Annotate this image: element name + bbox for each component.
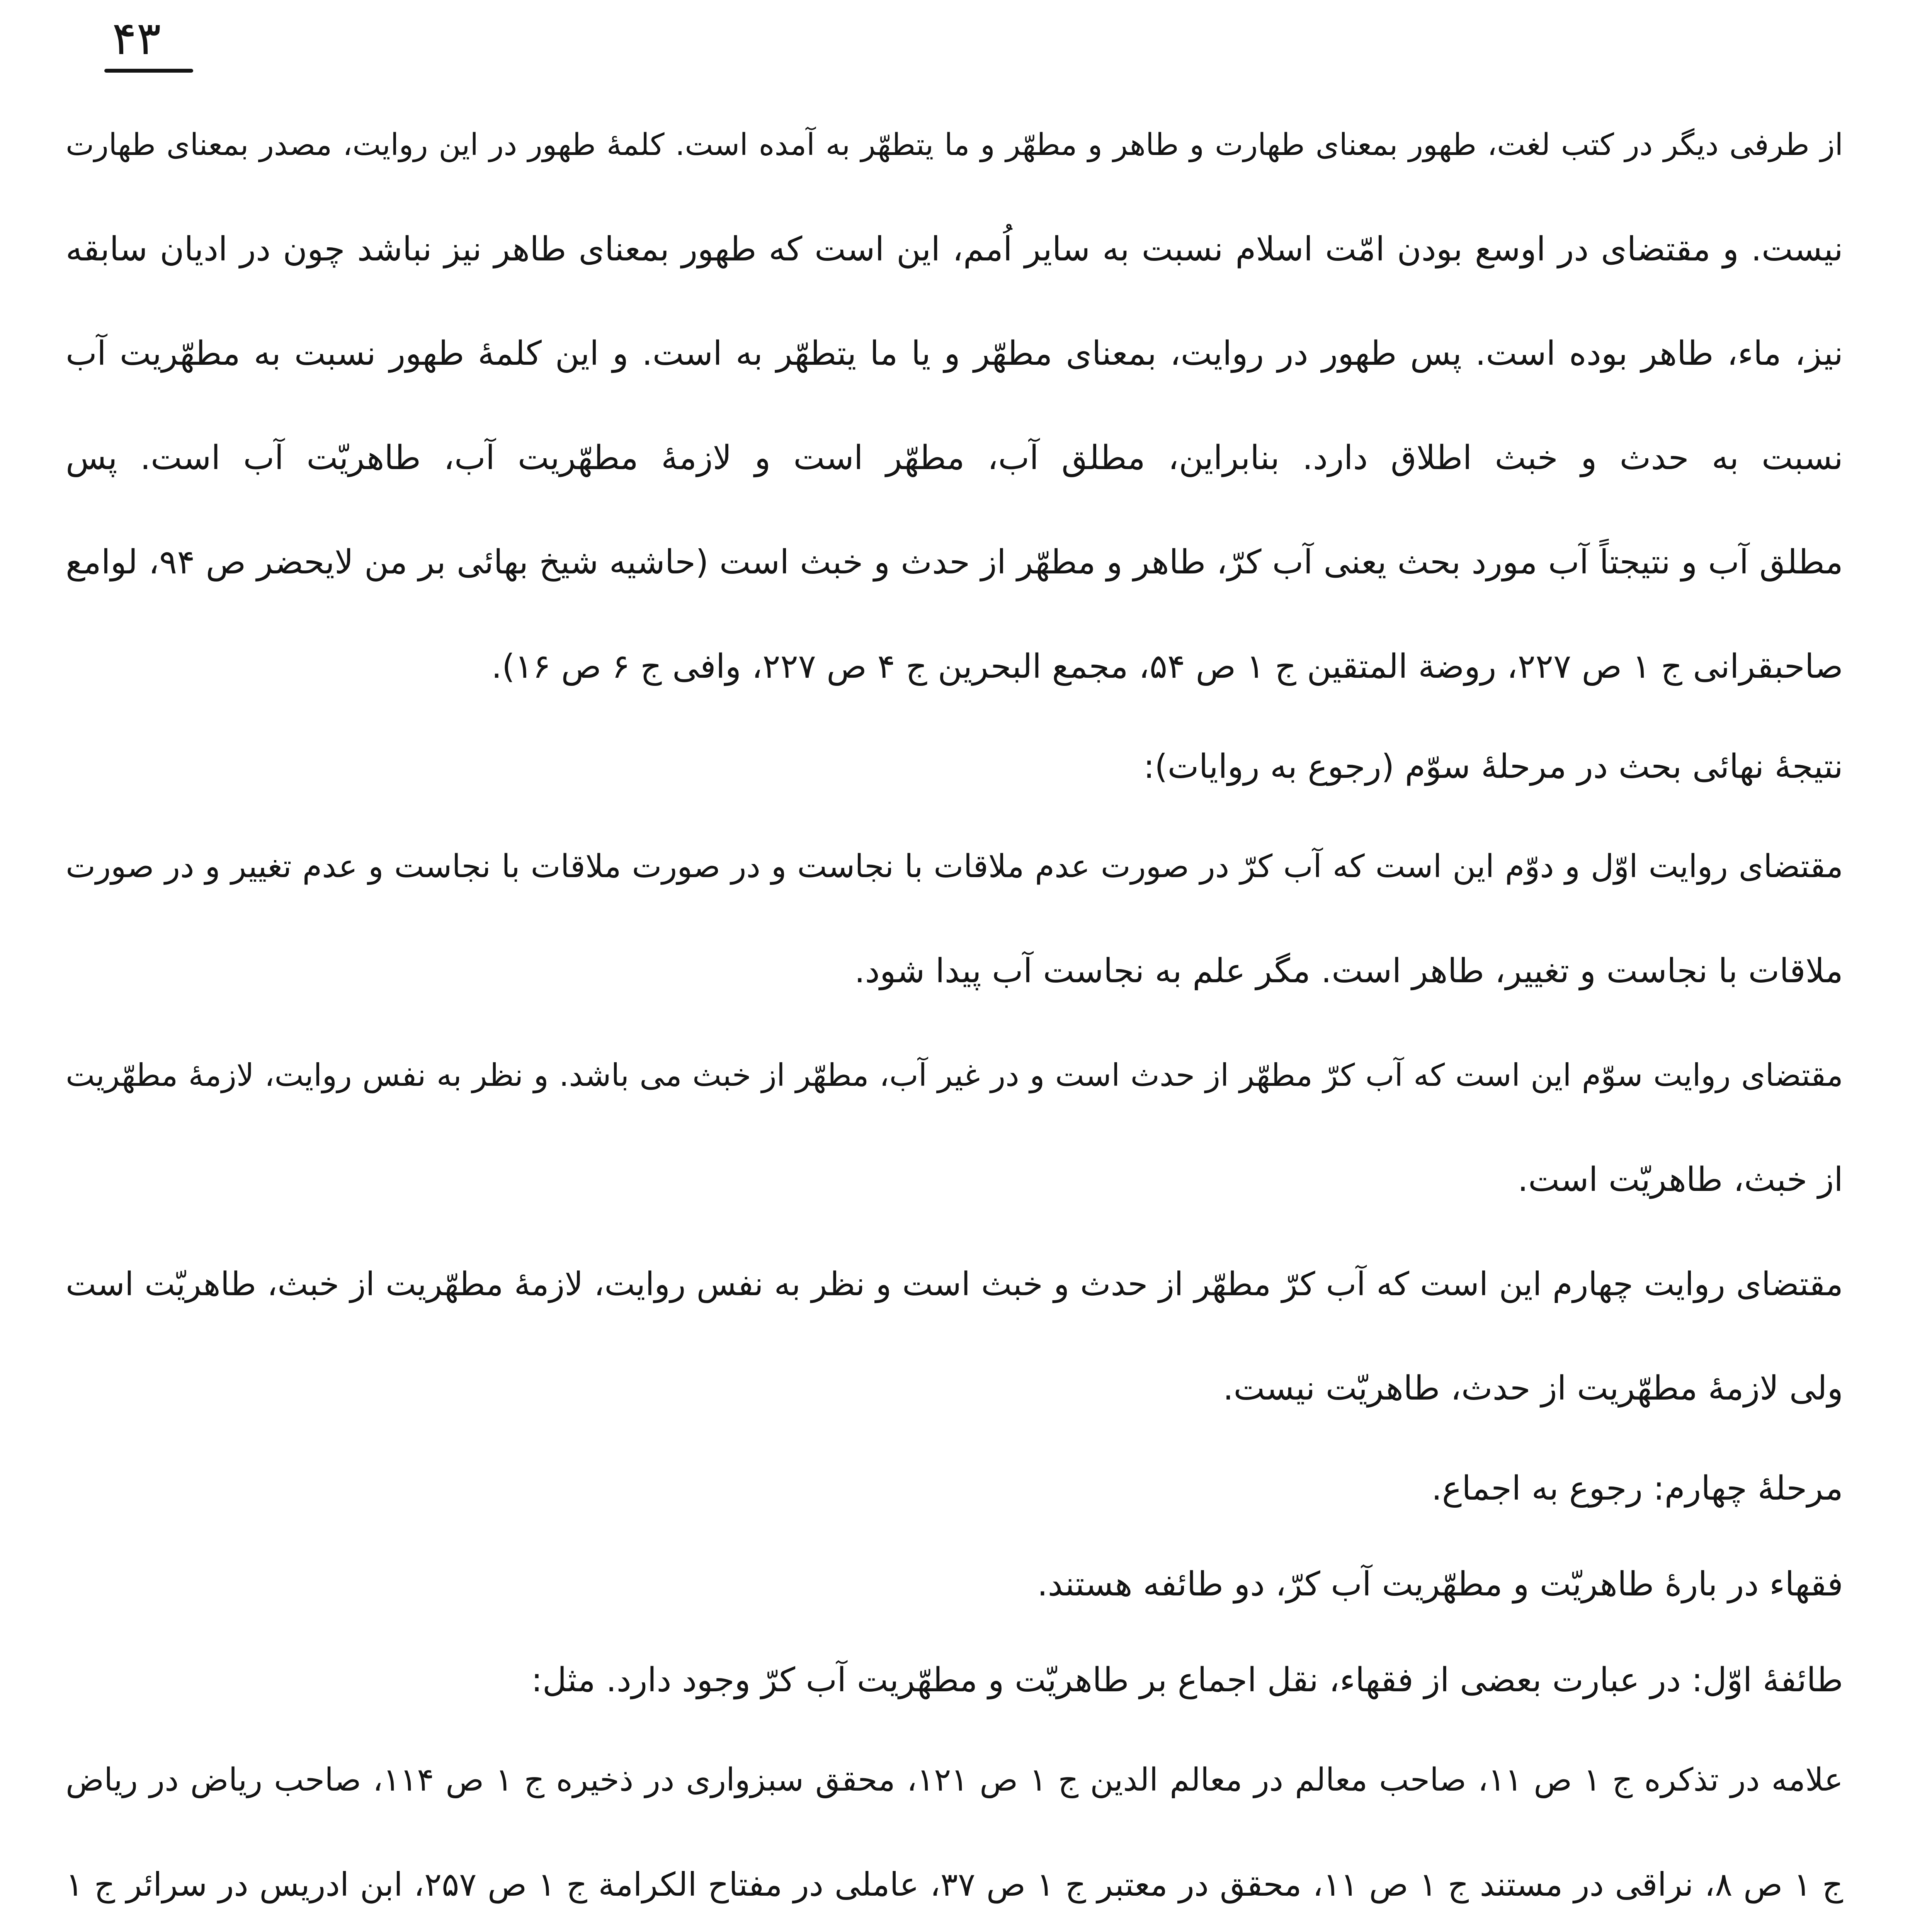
text-line: ج ۱ ص ۸، نراقی در مستند ج ۱ ص ۱۱، محقق در معتبر ج ۱ ص ۳۷، عاملی در مفتاح الکرامة ج ۱ ص ۲۵۷، ابن ادریس در سرائر ج ۱ — [66, 1866, 1843, 1903]
page-number: ۴۳ — [112, 12, 161, 65]
text-line: مقتضای روایت چهارم این است که آب کرّ مطهّر از حدث و خبث است و نظر به نفس روایت، لازمهٔ مطهّریت از خبث، طاهریّت است — [66, 1265, 1843, 1303]
body-text — [66, 93, 1843, 1932]
text-line: نیز، ماء، طاهر بوده است. پس طهور در روایت، بمعنای مطهّر و یا ما یتطهّر به است. و این کلمهٔ طهور نسبت به مطهّریت آب — [66, 334, 1843, 373]
section-heading: طائفهٔ اوّل: در عبارت بعضی از فقهاء، نقل اجماع بر طاهریّت و مطهّریت آب کرّ وجود دارد. مثل: — [531, 1661, 1843, 1699]
text-line: فقهاء در بارهٔ طاهریّت و مطهّریت آب کرّ، دو طائفه هستند. — [1037, 1565, 1843, 1604]
text-line: مطلق آب و نتیجتاً آب مورد بحث یعنی آب کرّ، طاهر و مطهّر از حدث و خبث است (حاشیه شیخ بهائی بر من لایحضر ص ۹۴، لوامع — [66, 543, 1843, 582]
text-line: مقتضای روایت سوّم این است که آب کرّ مطهّر از حدث است و در غیر آب، مطهّر از خبث می باشد. و نظر به نفس روایت، لازمهٔ مطهّریت — [66, 1057, 1843, 1093]
text-line: از طرفی دیگر در کتب لغت، طهور بمعنای طهارت و طاهر و مطهّر و ما یتطهّر به آمده است. کلمهٔ طهور در این روایت، مصدر بمعنای طهارت — [66, 128, 1843, 162]
page-number-underline — [104, 69, 193, 73]
text-line: ولی لازمهٔ مطهّریت از حدث، طاهریّت نیست. — [1223, 1369, 1843, 1408]
text-line: علامه در تذکره ج ۱ ص ۱۱، صاحب معالم در معالم الدین ج ۱ ص ۱۲۱، محقق سبزواری در ذخیره ج ۱ ص ۱۱۴، صاحب ریاض در ریاض — [66, 1762, 1843, 1798]
text-line: ملاقات با نجاست و تغییر، طاهر است. مگر علم به نجاست آب پیدا شود. — [854, 952, 1843, 990]
section-heading: مرحلهٔ چهارم: رجوع به اجماع. — [1431, 1469, 1843, 1508]
text-line: از خبث، طاهریّت است. — [1517, 1160, 1843, 1199]
text-line: نیست. و مقتضای در اوسع بودن امّت اسلام نسبت به سایر اُمم، این است که طهور بمعنای طاهر نیز نباشد چون در ادیان سابقه — [66, 230, 1843, 269]
text-line: مقتضای روایت اوّل و دوّم این است که آب کرّ در صورت عدم ملاقات با نجاست و در صورت ملاقات با نجاست و عدم تغییر و در صورت — [66, 848, 1843, 885]
text-line: نسبت به حدث و خبث اطلاق دارد. بنابراین، مطلق آب، مطهّر است و لازمهٔ مطهّریت آب، طاهریّت آب است. پس — [66, 439, 1843, 477]
text-line: صاحبقرانی ج ۱ ص ۲۲۷، روضة المتقین ج ۱ ص ۵۴، مجمع البحرین ج ۴ ص ۲۲۷، وافی ج ۶ ص ۱۶). — [491, 647, 1843, 686]
section-heading: نتیجهٔ نهائی بحث در مرحلهٔ سوّم (رجوع به روایات): — [1143, 747, 1843, 786]
